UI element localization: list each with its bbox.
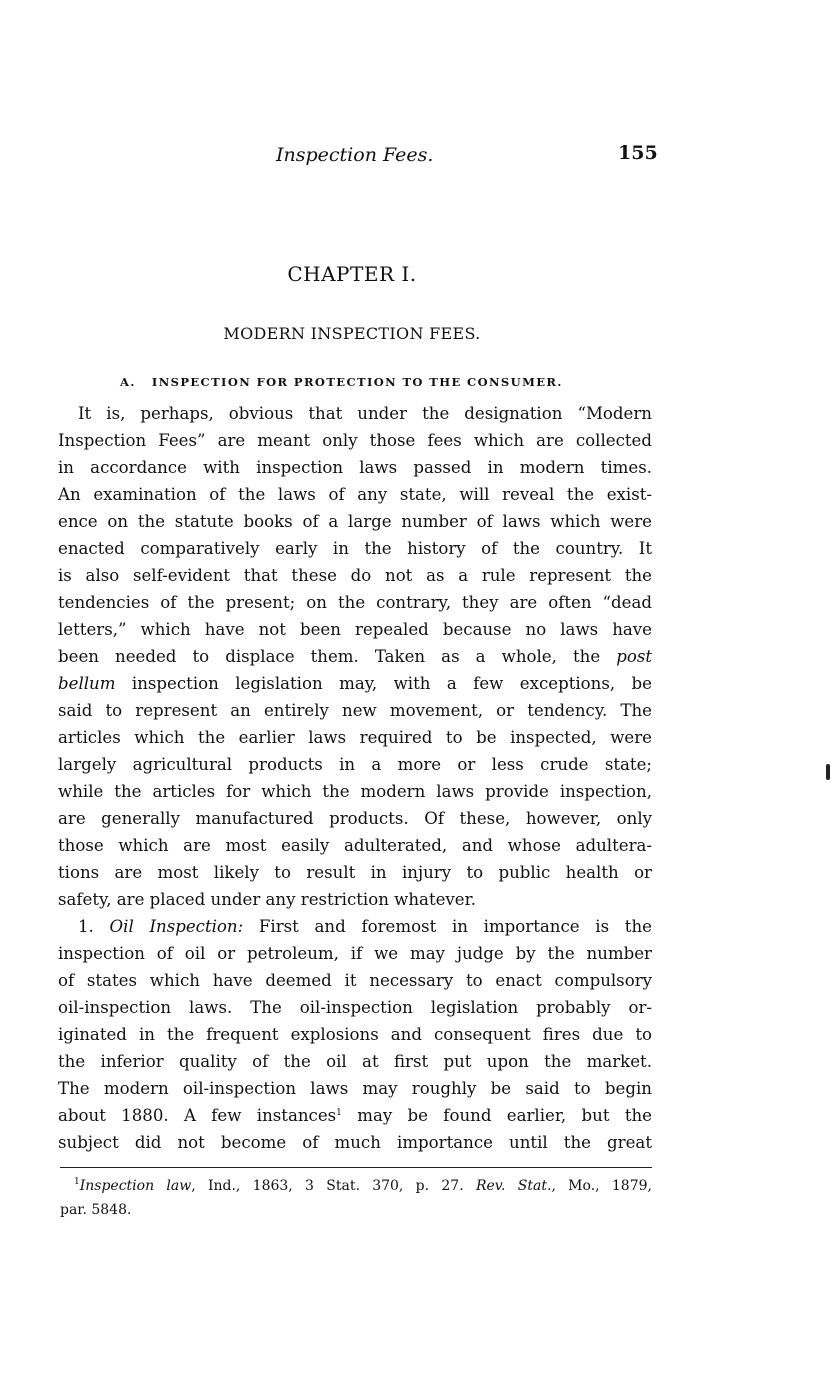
text-line: while the articles for which the modern laws provide inspection, — [58, 782, 652, 801]
body-text — [58, 400, 652, 1156]
text-line: about 1880. A few instances$^1$ may be found earlier, but the — [58, 1106, 652, 1125]
footnote-line: $^1$Inspection law, Ind., 1863, 3 Stat. 370, p. 27. Rev. Stat., Mo., 1879, — [74, 1177, 652, 1194]
margin-mark — [826, 764, 830, 780]
text-line: been needed to displace them. Taken as a whole, the post — [58, 647, 653, 666]
text-line: articles which the earlier laws required to be inspected, were — [58, 728, 652, 747]
text-line: is also self-evident that these do not as a rule represent the — [58, 566, 652, 585]
text-line: oil-inspection laws. The oil-inspection legislation probably or- — [58, 998, 652, 1017]
text-line: are generally manufactured products. Of these, however, only — [58, 809, 652, 828]
section-title: MODERN INSPECTION FEES. — [223, 324, 481, 343]
page-number: 155 — [618, 142, 658, 164]
text-line: iginated in the frequent explosions and consequent fires due to — [58, 1025, 652, 1044]
text-line: largely agricultural products in a more or less crude state; — [58, 755, 652, 774]
text-line: bellum inspection legislation may, with a few exceptions, be — [58, 674, 653, 693]
text-line: subject did not become of much importance until the great — [58, 1133, 652, 1152]
text-line: enacted comparatively early in the history of the country. It — [58, 539, 652, 558]
text-line: The modern oil-inspection laws may roughly be said to begin — [58, 1079, 652, 1098]
text-line: safety, are placed under any restriction whatever. — [58, 890, 477, 909]
footnote-marker: 1 — [74, 1177, 80, 1187]
text-line: tendencies of the present; on the contrary, they are often “dead — [58, 593, 652, 612]
italic-term-bellum: bellum — [58, 674, 116, 693]
chapter-title: CHAPTER I. — [287, 262, 417, 286]
text-line: Inspection Fees” are meant only those fees which are collected — [58, 431, 652, 450]
text-line: tions are most likely to result in injury to public health or — [58, 863, 652, 882]
text-line: said to represent an entirely new movement, or tendency. The — [58, 701, 652, 720]
running-title: Inspection Fees. — [276, 144, 434, 166]
footnote-line: par. 5848. — [60, 1202, 132, 1218]
text-line: letters,” which have not been repealed because no laws have — [58, 620, 652, 639]
text-line: inspection of oil or petroleum, if we may judge by the number — [58, 944, 652, 963]
footnote-rule — [60, 1167, 652, 1168]
text-line: those which are most easily adulterated, and whose adultera- — [58, 836, 652, 855]
running-head — [0, 144, 834, 174]
text-line: 1. Oil Inspection: First and foremost in importance is the — [78, 917, 652, 936]
text-line: An examination of the laws of any state, will reveal the exist- — [58, 485, 652, 504]
text-line: ence on the statute books of a large number of laws which were — [58, 512, 652, 531]
italic-term-post: post — [616, 647, 653, 666]
footnotes — [60, 1174, 652, 1222]
footnote-reference[interactable]: 1 — [336, 1108, 342, 1118]
text-line: in accordance with inspection laws passed in modern times. — [58, 458, 652, 477]
text-line: of states which have deemed it necessary to enact compulsory — [58, 971, 652, 990]
italic-heading-oil-inspection: Oil Inspection: — [109, 917, 244, 936]
text-line: the inferior quality of the oil at first put upon the market. — [58, 1052, 652, 1071]
text-line: It is, perhaps, obvious that under the designation “Modern — [78, 404, 652, 423]
subsection-title: A. INSPECTION FOR PROTECTION TO THE CONSUMER. — [120, 375, 563, 389]
